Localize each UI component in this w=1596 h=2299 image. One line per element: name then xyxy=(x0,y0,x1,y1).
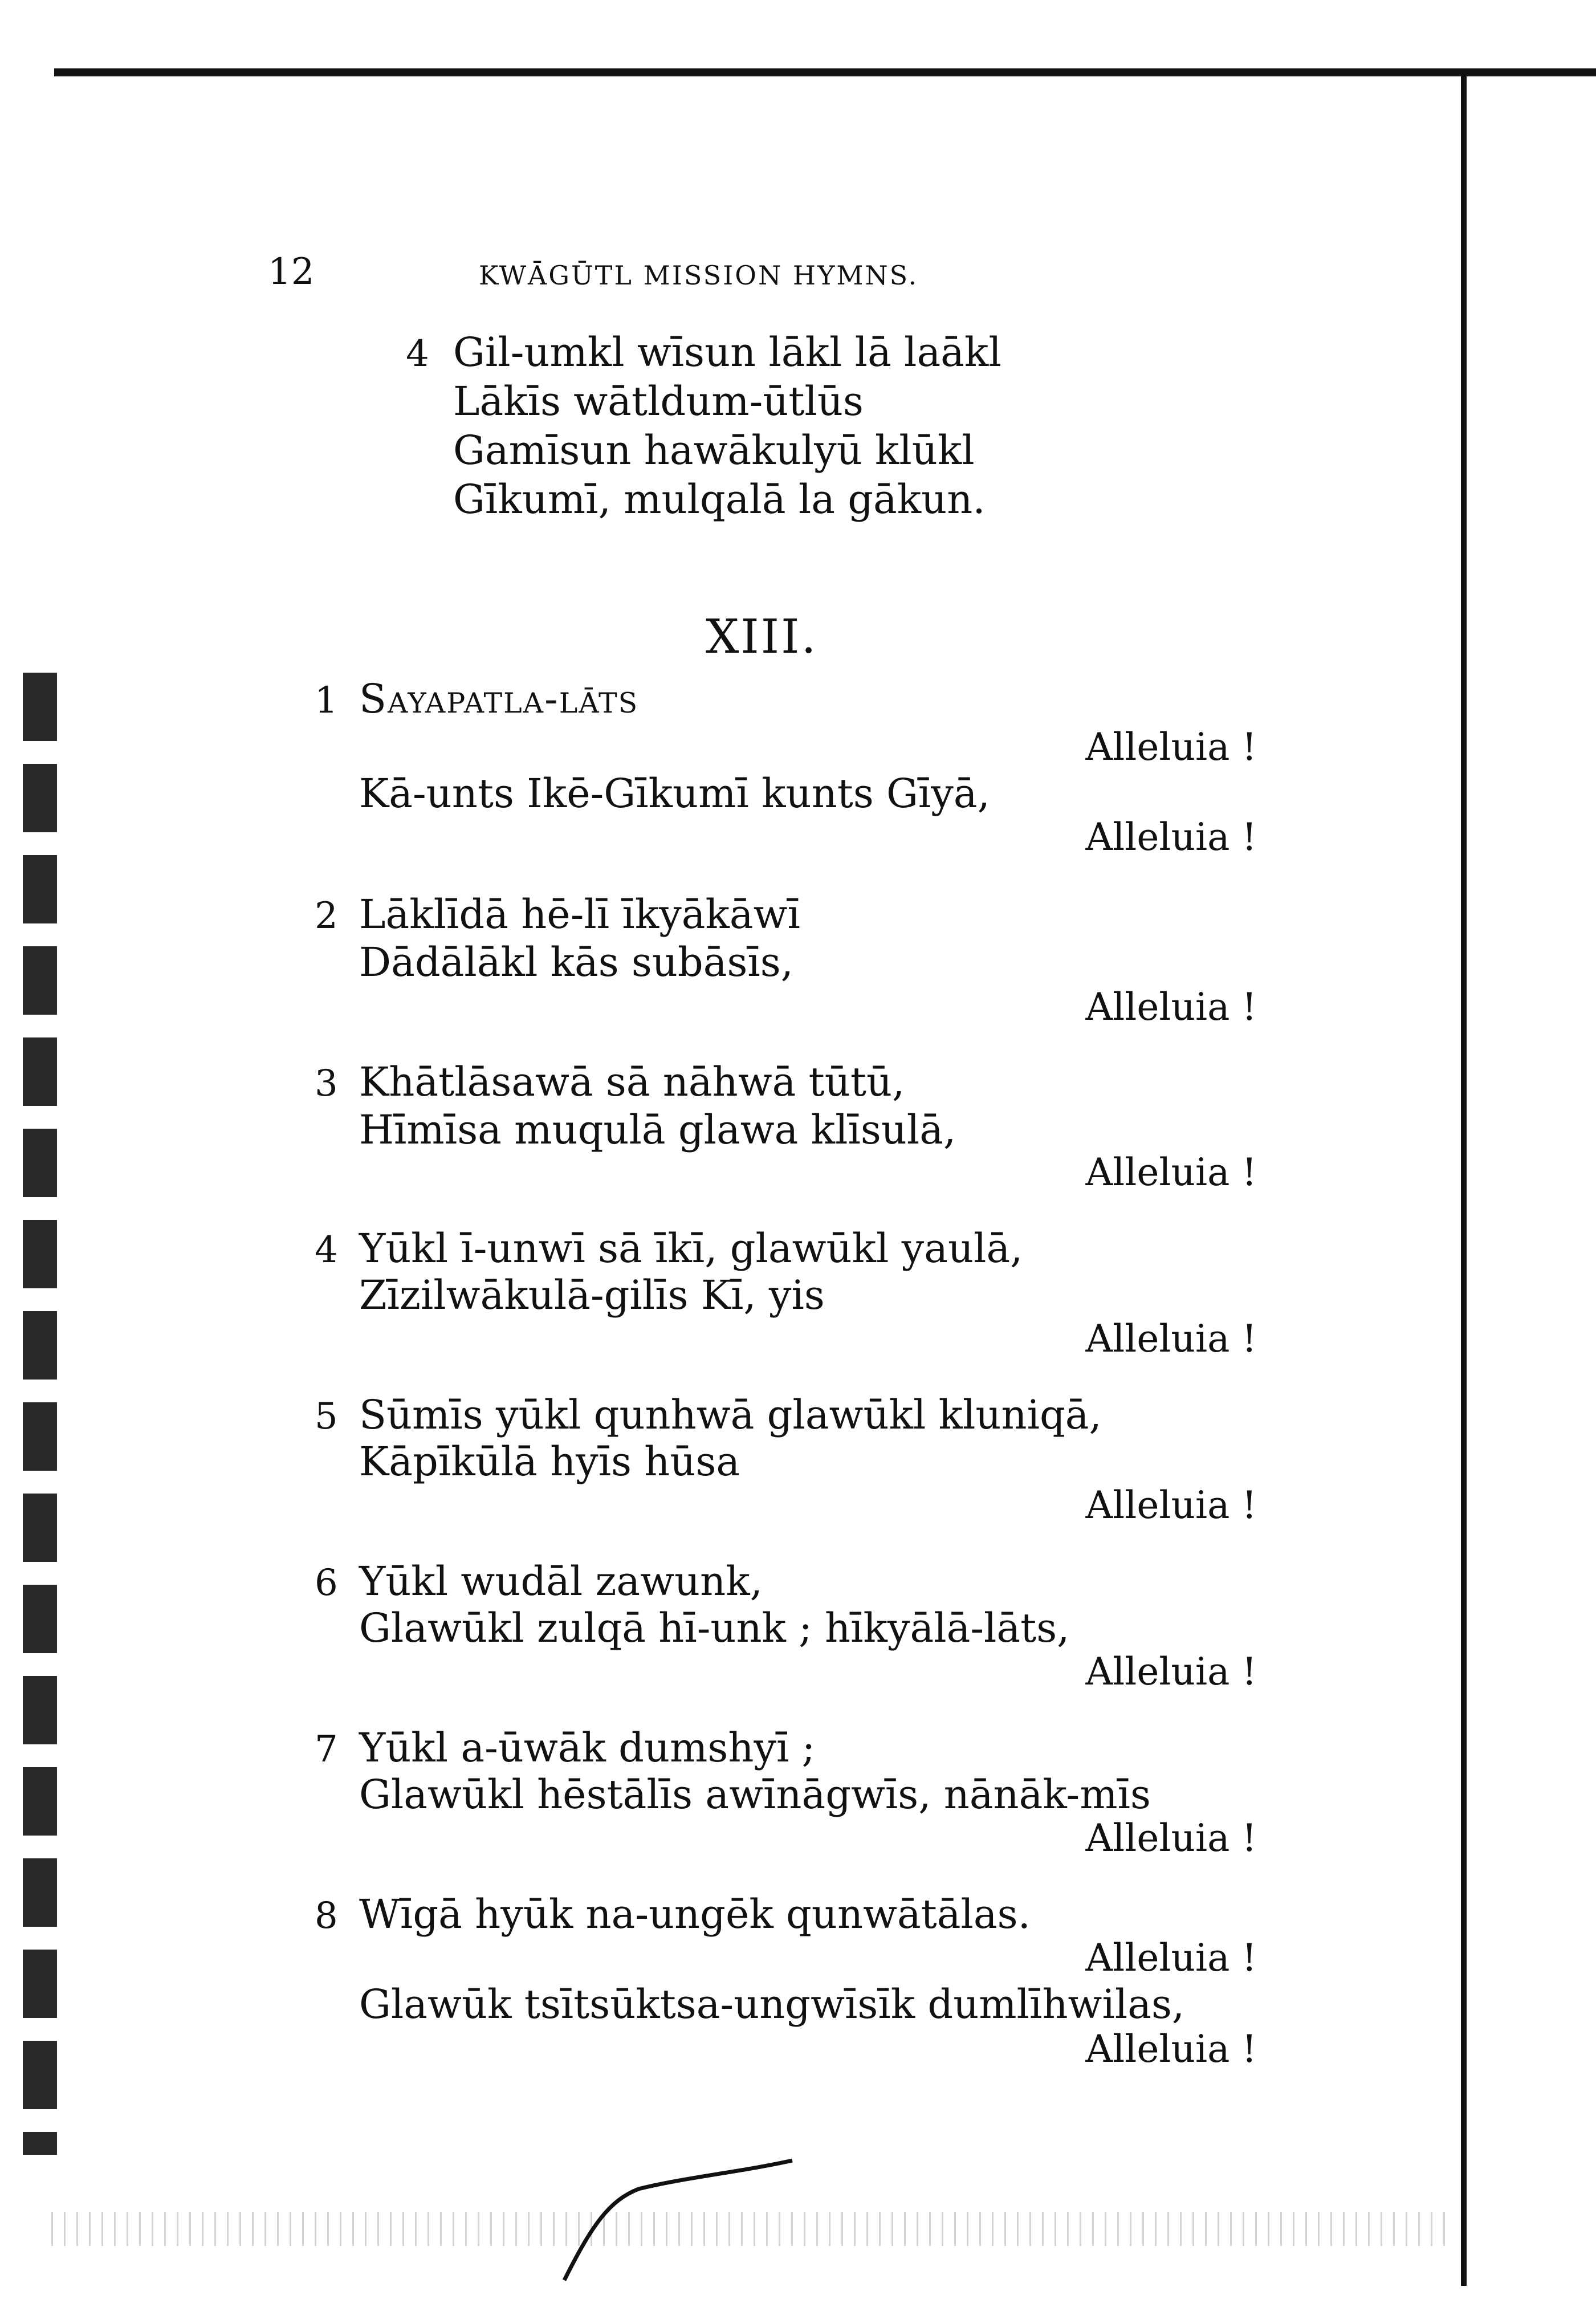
alleluia-refrain: Alleluia ! xyxy=(1085,815,1257,859)
verse-number: 4 xyxy=(315,1229,338,1271)
verse-number: 7 xyxy=(315,1728,338,1771)
alleluia-refrain: Alleluia ! xyxy=(1085,1150,1257,1194)
verse-line: Lāklīdā hē-lī īkyākāwī xyxy=(359,891,800,938)
verse-line: Glawūk tsītsūktsa-ungwīsīk dumlīhwilas, xyxy=(359,1981,1185,2028)
verse-line: Glawūkl hēstālīs awīnāgwīs, nānāk-mīs xyxy=(359,1771,1151,1818)
alleluia-refrain: Alleluia ! xyxy=(1085,985,1257,1029)
alleluia-refrain: Alleluia ! xyxy=(1085,1936,1257,1980)
alleluia-refrain: Alleluia ! xyxy=(1085,1317,1257,1361)
verse-line: Kā-unts Ikē-Gīkumī kunts Gīyā, xyxy=(359,770,990,817)
verse-line: Yūkl wudāl zawunk, xyxy=(359,1558,763,1605)
verse-line: Sayapatla-lāts xyxy=(359,676,639,722)
verse-line: Sūmīs yūkl qunhwā glawūkl kluniqā, xyxy=(359,1391,1102,1438)
alleluia-refrain: Alleluia ! xyxy=(1085,1483,1257,1527)
prev-line-1: Gil-umkl wīsun lākl lā laākl xyxy=(453,329,1001,376)
verse-line: Glawūkl zulqā hī-unk ; hīkyālā-lāts, xyxy=(359,1605,1070,1651)
verse-line: Yūkl ī-unwī sā īkī, glawūkl yaulā, xyxy=(359,1225,1023,1272)
verse-line: Dādālākl kās subāsīs, xyxy=(359,939,793,986)
verse-line: Kāpīkūlā hyīs hūsa xyxy=(359,1438,740,1485)
verse-line: Wīgā hyūk na-ungēk qunwātālas. xyxy=(359,1891,1031,1938)
alleluia-refrain: Alleluia ! xyxy=(1085,2027,1257,2071)
verse-number: 2 xyxy=(315,895,338,937)
pencil-scrawl xyxy=(559,2155,798,2286)
verse-line: Zīzilwākulā-gilīs Kī, yis xyxy=(359,1272,825,1319)
verse-number: 6 xyxy=(315,1562,338,1604)
binding-edge-marks xyxy=(23,673,57,2155)
alleluia-refrain: Alleluia ! xyxy=(1085,1650,1257,1694)
verse-number: 1 xyxy=(315,679,338,722)
verse-line: Hīmīsa muqulā glawa klīsulā, xyxy=(359,1106,956,1153)
verse-number: 3 xyxy=(315,1063,338,1105)
top-border-rule xyxy=(54,68,1596,76)
running-title: KWĀGŪTL MISSION HYMNS. xyxy=(479,260,919,291)
alleluia-refrain: Alleluia ! xyxy=(1085,1816,1257,1860)
page-number: 12 xyxy=(268,251,315,293)
verse-line: Khātlāsawā sā nāhwā tūtū, xyxy=(359,1059,905,1105)
alleluia-refrain: Alleluia ! xyxy=(1085,725,1257,769)
prev-verse-number: 4 xyxy=(406,333,429,375)
verse-number: 8 xyxy=(315,1895,338,1937)
hymn-number: XIII. xyxy=(706,610,818,664)
prev-line-4: Gīkumī, mulqalā la gākun. xyxy=(453,476,986,523)
verse-number: 5 xyxy=(315,1395,338,1438)
right-border-rule xyxy=(1461,74,1467,2286)
verse-line: Yūkl a-ūwāk dumshyī ; xyxy=(359,1724,816,1771)
prev-line-3: Gamīsun hawākulyū klūkl xyxy=(453,427,975,474)
prev-line-2: Lākīs wātldum-ūtlūs xyxy=(453,378,864,425)
